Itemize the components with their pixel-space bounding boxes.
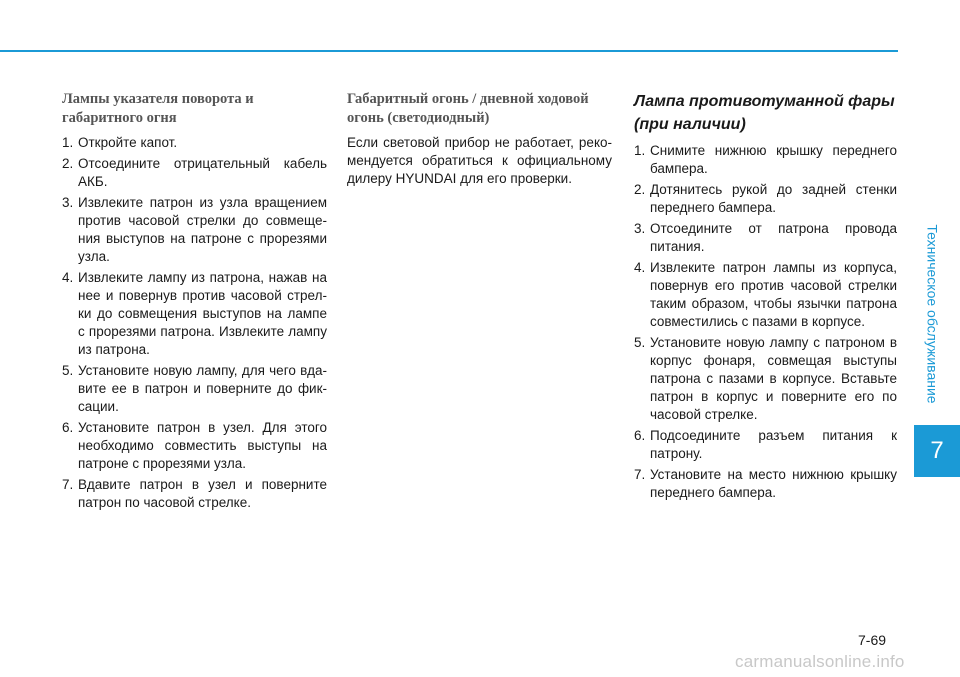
- list-item: [634, 334, 897, 424]
- list-item: [62, 134, 327, 152]
- step-text: Установите на место нижнюю крышку переднего бампера.: [650, 467, 897, 500]
- step-number: 5.: [62, 363, 74, 378]
- step-list: [62, 134, 327, 512]
- step-number: 7.: [62, 477, 74, 492]
- step-text: Вдавите патрон в узел и поверните патрон по часовой стрелке.: [78, 477, 327, 510]
- step-text: Извлеките патрон лампы из корпуса, повернув его против часовой стрелки таким образом, чтобы язычки патрона совместились с пазами в корпусе.: [650, 260, 897, 329]
- list-item: [62, 362, 327, 416]
- list-item: [62, 269, 327, 359]
- list-item: [634, 259, 897, 331]
- step-text: Установите новую лампу, для чего вда-вите ее в патрон и поверните до фик-сации.: [78, 363, 327, 414]
- step-text: Установите новую лампу с патроном в корпус фонаря, совмещая выступы патрона с пазами в корпусе. Вставьте патрон в корпус и поверните его по часовой стрелке.: [650, 335, 897, 422]
- step-text: Дотянитесь рукой до задней стенки переднего бампера.: [650, 182, 897, 215]
- chapter-title: Техническое обслуживание: [925, 224, 941, 404]
- step-number: 7.: [634, 467, 646, 482]
- step-number: 3.: [62, 195, 74, 210]
- step-number: 4.: [62, 270, 74, 285]
- section-position-lamp: [347, 90, 612, 188]
- step-number: 6.: [62, 420, 74, 435]
- list-item: [62, 476, 327, 512]
- chapter-side-label: [910, 208, 956, 420]
- step-number: 4.: [634, 260, 646, 275]
- step-text: Извлеките патрон из узла вращением против часовой стрелки до совмеще-ния выступов на патроне с прорезями узла.: [78, 195, 327, 264]
- section-title: Лампы указателя поворота и габаритного огня: [62, 91, 254, 126]
- step-list: [634, 142, 897, 502]
- step-text: Отсоедините отрицательный кабель АКБ.: [78, 156, 327, 189]
- list-item: [634, 220, 897, 256]
- header-rule: [0, 50, 898, 52]
- list-item: [62, 194, 327, 266]
- step-number: 2.: [634, 182, 646, 197]
- step-number: 1.: [634, 143, 646, 158]
- section-title: Лампа противотуманной фары (при наличии): [634, 93, 895, 133]
- page-number: 7-69: [858, 632, 887, 648]
- watermark: carmanualsonline.info: [735, 652, 905, 671]
- step-number: 3.: [634, 221, 646, 236]
- step-text: Подсоедините разъем питания к патрону.: [650, 428, 897, 461]
- list-item: [634, 466, 897, 502]
- step-text: Установите патрон в узел. Для этого необходимо совместить выступы на патроне с прорезями узла.: [78, 420, 327, 471]
- list-item: [634, 181, 897, 217]
- list-item: [62, 419, 327, 473]
- chapter-number-tab: 7: [914, 425, 960, 477]
- section-body: Если световой прибор не работает, реко-мендуется обратиться к официальному дилеру HYUNDAI для его проверки.: [347, 135, 612, 186]
- step-text: Снимите нижнюю крышку переднего бампера.: [650, 143, 897, 176]
- section-turn-signal: [62, 90, 327, 515]
- list-item: [634, 142, 897, 178]
- step-number: 5.: [634, 335, 646, 350]
- list-item: [634, 427, 897, 463]
- step-number: 2.: [62, 156, 74, 171]
- step-text: Извлеките лампу из патрона, нажав на нее и повернув против часовой стрел-ки до совмещения выступов на лампе с прорезями патрона. Извлеките лампу из патрона.: [78, 270, 327, 357]
- section-title: Габаритный огонь / дневной ходовой огонь (светодиодный): [347, 91, 589, 126]
- step-text: Откройте капот.: [78, 135, 178, 150]
- step-text: Отсоедините от патрона провода питания.: [650, 221, 897, 254]
- step-number: 6.: [634, 428, 646, 443]
- step-number: 1.: [62, 135, 74, 150]
- list-item: [62, 155, 327, 191]
- section-fog-lamp: [634, 90, 897, 505]
